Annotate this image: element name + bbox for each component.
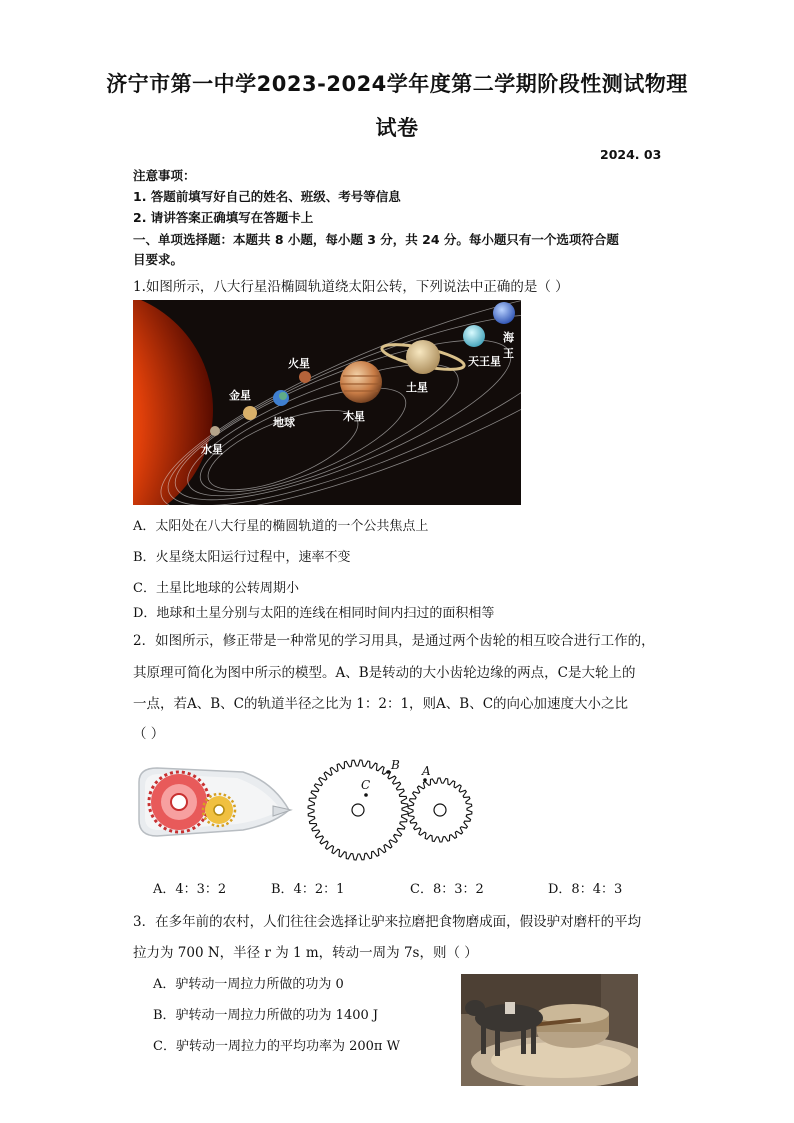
section-heading-line-1: 一、单项选择题：本题共 8 小题，每小题 3 分，共 24 分。每小题只有一个选项符合题 bbox=[133, 232, 619, 247]
q2-line-4: （ ） bbox=[133, 726, 165, 742]
label-neptune: 海王 bbox=[503, 331, 514, 360]
solar-system-image bbox=[133, 300, 521, 505]
q2-option-c: C．8：3：2 bbox=[410, 882, 484, 897]
q1-option-b: B．火星绕太阳运行过程中，速率不变 bbox=[133, 550, 351, 565]
q2-option-a: A．4：3：2 bbox=[153, 882, 227, 897]
label-mercury: 水星 bbox=[201, 443, 223, 456]
correction-tape-image bbox=[133, 762, 293, 842]
notes-heading: 注意事项： bbox=[133, 168, 196, 183]
small-gear-hub bbox=[434, 804, 446, 816]
point-b bbox=[386, 770, 390, 774]
q1-option-d: D．地球和土星分别与太阳的连线在相同时间内扫过的面积相等 bbox=[133, 606, 495, 621]
correction-tape-illustration bbox=[133, 762, 293, 842]
notes-item-2: 2. 请讲答案正确填写在答题卡上 bbox=[133, 210, 314, 225]
label-venus: 金星 bbox=[229, 389, 251, 402]
section-heading-line-2: 目要求。 bbox=[133, 252, 184, 267]
q3-option-a: A．驴转动一周拉力所做的功为 0 bbox=[153, 977, 344, 992]
q3-line-1: 3．在多年前的农村，人们往往会选择让驴来拉磨把食物磨成面，假设驴对磨杆的平均 bbox=[133, 914, 642, 930]
gear-label-c: C bbox=[361, 778, 371, 792]
label-jupiter: 木星 bbox=[343, 410, 365, 423]
label-earth: 地球 bbox=[273, 416, 295, 429]
label-mars: 火星 bbox=[288, 357, 310, 370]
q1-option-c: C．土星比地球的公转周期小 bbox=[133, 581, 299, 596]
exam-date: 2024. 03 bbox=[600, 147, 662, 162]
label-uranus: 天王星 bbox=[468, 355, 501, 368]
gear-label-b: B bbox=[391, 758, 400, 772]
title-line-2: 试卷 bbox=[375, 116, 419, 140]
q1-option-a: A．太阳处在八大行星的椭圆轨道的一个公共焦点上 bbox=[133, 519, 429, 534]
donkey-mill-illustration bbox=[461, 974, 638, 1086]
q2-line-2: 其原理可简化为图中所示的模型。A、B是转动的大小齿轮边缘的两点，C是大轮上的 bbox=[133, 665, 636, 681]
q1-stem: 1.如图所示，八大行星沿椭圆轨道绕太阳公转，下列说法中正确的是（ ） bbox=[133, 279, 569, 295]
solar-system-illustration bbox=[133, 300, 521, 505]
q3-option-c: C．驴转动一周拉力的平均功率为 200π W bbox=[153, 1039, 400, 1054]
gear-label-a: A bbox=[422, 764, 431, 778]
point-a bbox=[423, 778, 427, 782]
gear-diagram-svg bbox=[303, 758, 478, 868]
large-gear-hub bbox=[352, 804, 364, 816]
q2-line-1: 2．如图所示，修正带是一种常见的学习用具，是通过两个齿轮的相互咬合进行工作的， bbox=[133, 633, 655, 649]
q3-line-2: 拉力为 700 N，半径 r 为 1 m，转动一周为 7s，则（ ） bbox=[133, 945, 478, 961]
q2-option-b: B．4：2：1 bbox=[271, 882, 345, 897]
q2-option-d: D．8：4：3 bbox=[548, 882, 623, 897]
q3-option-b: B．驴转动一周拉力所做的功为 1400 J bbox=[153, 1008, 379, 1023]
notes-item-1: 1. 答题前填写好自己的姓名、班级、考号等信息 bbox=[133, 189, 401, 204]
q2-line-3: 一点，若A、B、C的轨道半径之比为 1：2：1，则A、B、C的向心加速度大小之比 bbox=[133, 696, 629, 712]
title-line-1: 济宁市第一中学2023-2024学年度第二学期阶段性测试物理 bbox=[106, 72, 688, 96]
point-c bbox=[364, 793, 368, 797]
label-saturn: 土星 bbox=[406, 381, 428, 394]
donkey-mill-photo bbox=[461, 974, 638, 1086]
gear-diagram bbox=[303, 758, 478, 868]
